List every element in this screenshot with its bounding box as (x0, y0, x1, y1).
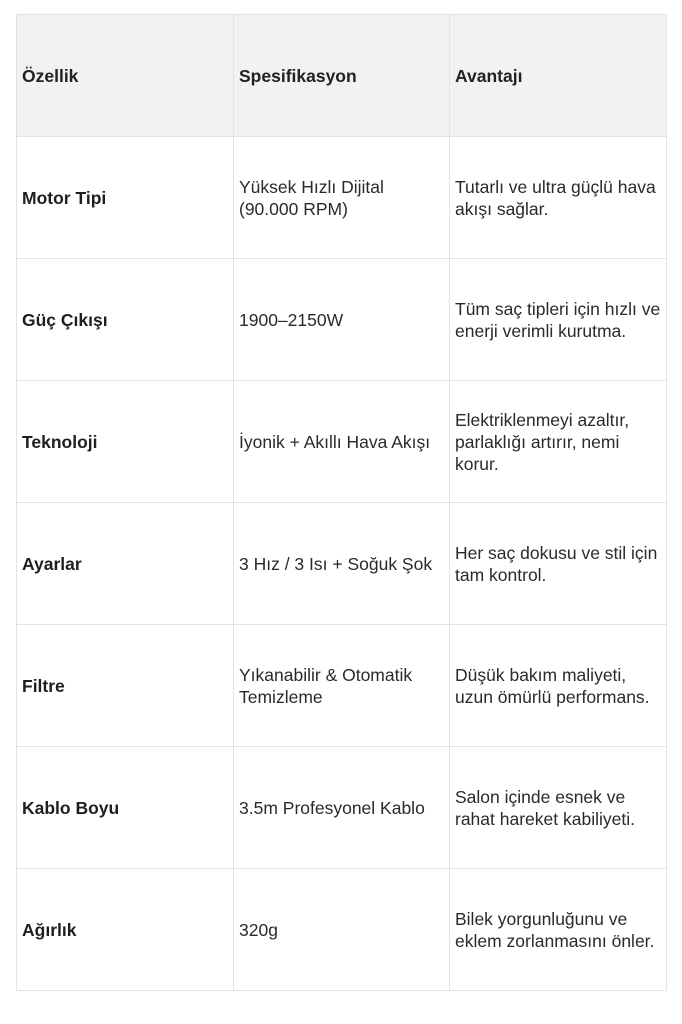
header-benefit: Avantajı (450, 15, 667, 137)
benefit-cell: Tüm saç tipleri için hızlı ve enerji verimli kurutma. (450, 259, 667, 381)
benefit-cell: Her saç dokusu ve stil için tam kontrol. (450, 503, 667, 625)
table-row (17, 625, 667, 747)
spec-cell: 1900–2150W (234, 259, 450, 381)
spec-cell: 3.5m Profesyonel Kablo (234, 747, 450, 869)
table-row (17, 869, 667, 991)
table-row (17, 747, 667, 869)
table-body (17, 137, 667, 991)
table-row (17, 503, 667, 625)
spec-cell: Yıkanabilir & Otomatik Temizleme (234, 625, 450, 747)
feature-cell: Güç Çıkışı (17, 259, 234, 381)
spec-cell: Yüksek Hızlı Dijital (90.000 RPM) (234, 137, 450, 259)
table-row (17, 381, 667, 503)
spec-cell: İyonik + Akıllı Hava Akışı (234, 381, 450, 503)
header-spec: Spesifikasyon (234, 15, 450, 137)
spec-cell: 320g (234, 869, 450, 991)
benefit-cell: Elektriklenmeyi azaltır, parlaklığı artırır, nemi korur. (450, 381, 667, 503)
spec-table (16, 14, 667, 991)
benefit-cell: Bilek yorgunluğunu ve eklem zorlanmasını önler. (450, 869, 667, 991)
benefit-cell: Tutarlı ve ultra güçlü hava akışı sağlar. (450, 137, 667, 259)
feature-cell: Teknoloji (17, 381, 234, 503)
feature-cell: Filtre (17, 625, 234, 747)
table-row (17, 259, 667, 381)
header-row (17, 15, 667, 137)
header-feature: Özellik (17, 15, 234, 137)
feature-cell: Ağırlık (17, 869, 234, 991)
feature-cell: Motor Tipi (17, 137, 234, 259)
benefit-cell: Salon içinde esnek ve rahat hareket kabiliyeti. (450, 747, 667, 869)
table-row (17, 137, 667, 259)
table-header (17, 15, 667, 137)
benefit-cell: Düşük bakım maliyeti, uzun ömürlü performans. (450, 625, 667, 747)
feature-cell: Ayarlar (17, 503, 234, 625)
spec-cell: 3 Hız / 3 Isı + Soğuk Şok (234, 503, 450, 625)
feature-cell: Kablo Boyu (17, 747, 234, 869)
